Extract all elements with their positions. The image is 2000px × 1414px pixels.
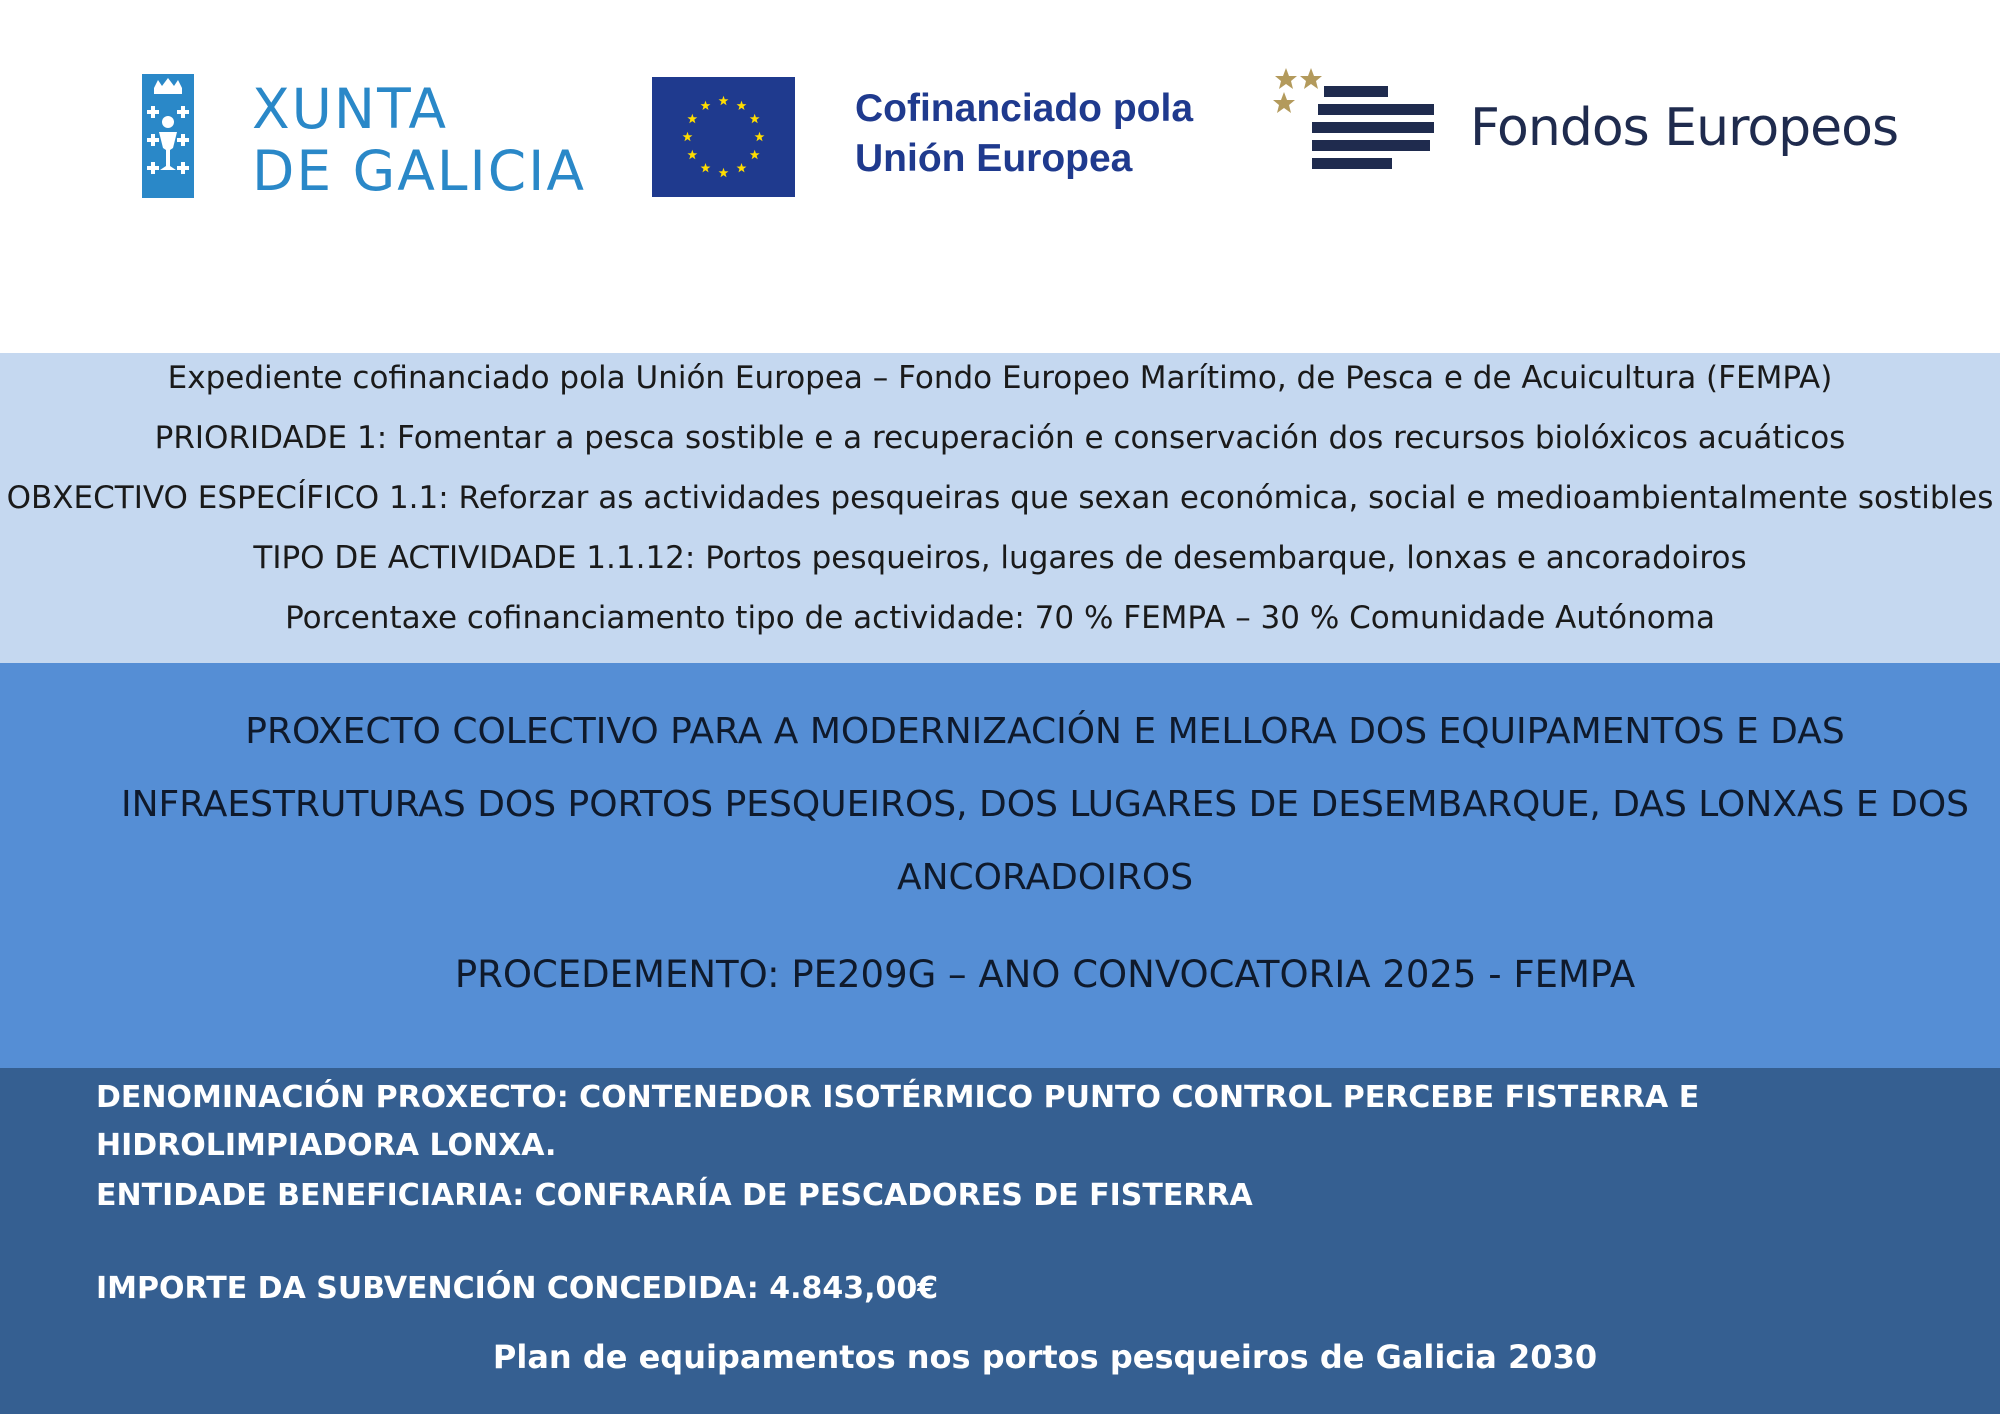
project-title-band [0,663,2000,1068]
logo-row [0,0,2000,260]
project-details-band [0,1068,2000,1414]
fondos-europeos-logo-text: Fondos Europeos [1470,98,1899,158]
grant-amount: IMPORTE DA SUBVENCIÓN CONCEDIDA: 4.843,00€ [96,1271,939,1306]
eu-logo-line2: Unión Europea [855,137,1133,180]
xunta-logo-line1: XUNTA [252,77,449,141]
project-denomination-line1: DENOMINACIÓN PROXECTO: CONTENEDOR ISOTÉRMICO PUNTO CONTROL PERCEBE FISTERRA E [96,1080,1700,1115]
equipment-plan-line: Plan de equipamentos nos portos pesqueiros de Galicia 2030 [492,1338,1598,1376]
eu-flag-icon [652,77,795,197]
eu-cofinanced-logo-text [855,84,1193,184]
project-denomination-line2: HIDROLIMPIADORA LONXA. [96,1128,557,1163]
eu-logo-line1: Cofinanciado pola [855,87,1194,130]
project-title: PROXECTO COLECTIVO PARA A MODERNIZACIÓN E MELLORA DOS EQUIPAMENTOS E DAS INFRAESTRUTURAS DOS PORTOS PESQUEIROS, DOS LUGARES DE DESEMBARQUE, DAS LONXAS E DOS ANCORADOIROS [120,711,1970,898]
info-line-obxectivo: OBXECTIVO ESPECÍFICO 1.1: Reforzar as actividades pesqueiras que sexan económica, social e medioambientalmente sostibles [6,480,1994,516]
beneficiary-entity: ENTIDADE BENEFICIARIA: CONFRARÍA DE PESCADORES DE FISTERRA [96,1178,1253,1213]
info-line-tipo-actividade: TIPO DE ACTIVIDADE 1.1.12: Portos pesqueiros, lugares de desembarque, lonxas e ancoradoiros [253,540,1747,576]
cofinancing-info-band [0,353,2000,663]
xunta-de-galicia-logo-text [252,78,586,202]
procedure-line: PROCEDEMENTO: PE209G – ANO CONVOCATORIA 2025 - FEMPA [454,953,1636,996]
info-line-expediente: Expediente cofinanciado pola Unión Europea – Fondo Europeo Marítimo, de Pesca e de Acuicultura (FEMPA) [167,360,1833,396]
fondos-europeos-emblem-icon [1270,66,1445,182]
xunta-logo-line2: DE GALICIA [252,139,586,203]
info-line-porcentaxe: Porcentaxe cofinanciamento tipo de actividade: 70 % FEMPA – 30 % Comunidade Autónoma [285,600,1715,636]
info-line-prioridade: PRIORIDADE 1: Fomentar a pesca sostible e a recuperación e conservación dos recursos biolóxicos acuáticos [154,420,1846,456]
xunta-shield-icon [142,74,194,198]
